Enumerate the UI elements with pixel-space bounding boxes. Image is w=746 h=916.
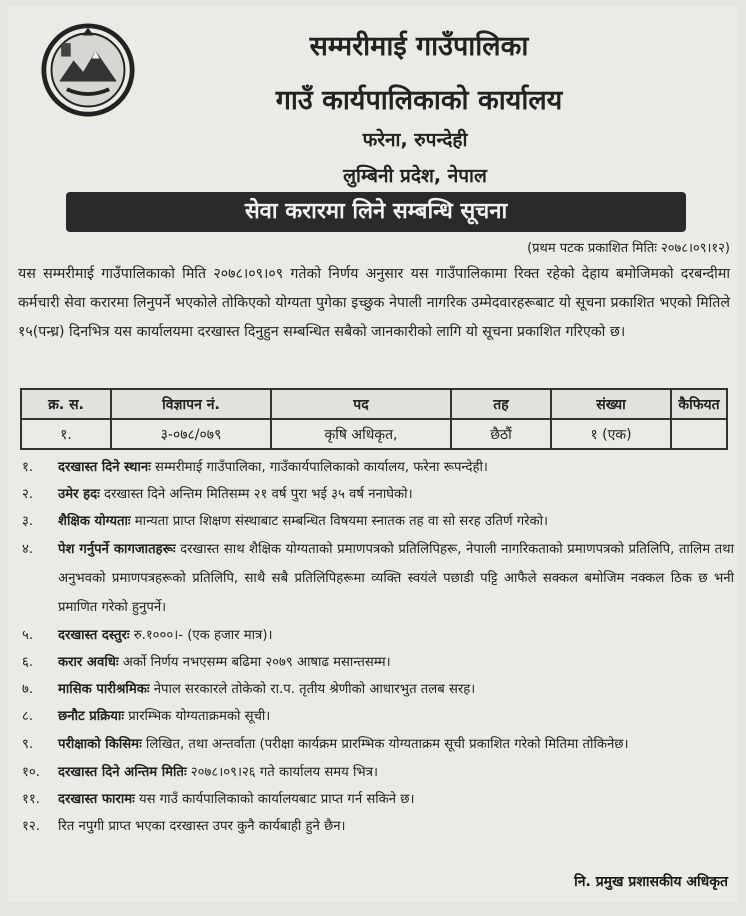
list-item bbox=[8, 730, 734, 759]
item-label: मासिक पारीश्रमिकः bbox=[58, 682, 150, 697]
item-text: लिखित, तथा अन्तर्वाता (परीक्षा कार्यक्रम प्रारम्भिक योग्यताक्रम सूची प्रकाशित गरेको मितिमा तोकिनेछ। bbox=[141, 737, 629, 752]
office-name: गाउँ कार्यपालिकाको कार्यालय bbox=[275, 85, 563, 116]
item-number: ८. bbox=[22, 709, 34, 724]
list-item bbox=[8, 508, 734, 535]
office-location: फरेना, रुपन्देही bbox=[362, 129, 468, 151]
item-number: ७. bbox=[22, 682, 34, 697]
notice-title: सेवा करारमा लिने सम्बन्धि सूचना bbox=[66, 192, 686, 232]
notice-page bbox=[8, 6, 738, 902]
table-cell: छैठौं bbox=[451, 419, 551, 449]
item-number: १. bbox=[22, 460, 34, 475]
item-text: रु.१०००।- (एक हजार मात्र)। bbox=[129, 628, 273, 643]
item-text: नेपाल सरकारले तोकेको रा.प. तृतीय श्रेणीको आधारभुत तलब सरह। bbox=[149, 682, 476, 697]
item-label: शैक्षिक योग्यताः bbox=[58, 514, 131, 529]
list-item bbox=[8, 813, 734, 840]
item-number: १०. bbox=[22, 765, 40, 780]
list-item bbox=[8, 535, 734, 622]
item-number: ९. bbox=[22, 737, 34, 752]
item-label: दरखास्त फारामः bbox=[58, 792, 135, 807]
list-item bbox=[8, 759, 734, 786]
table-cell: १ (एक) bbox=[551, 419, 671, 449]
list-item bbox=[8, 481, 734, 508]
vacancy-table bbox=[20, 388, 728, 450]
column-header: संख्या bbox=[551, 389, 671, 419]
list-item bbox=[8, 622, 734, 649]
item-text: दरखास्त दिने अन्तिम मितिसम्म २१ वर्ष पुरा भई ३५ वर्ष ननाघेको। bbox=[99, 487, 413, 502]
item-label: पेश गर्नुपर्ने कागजातहरूः bbox=[58, 542, 176, 557]
item-number: १२. bbox=[22, 819, 40, 834]
item-text: सम्मरीमाई गाउँपालिका, गाउँकार्यपालिकाको कार्यालय, फरेना रूपन्देही। bbox=[150, 460, 488, 475]
item-text: दरखास्त साथ शैक्षिक योग्यताको प्रमाणपत्रको प्रतिलिपिहरू, नेपाली नागरिकताको प्रमाणपत्रको प्रतिलिपि, तालिम तथा अनुभवको प्रमाणपत्रहरूको प्रतिलिपि, साथै सबै प्रतिलिपिहरूमा व्यक्ति स्वयंले पछाडी पट्टि आफैले सक्कल बमोजिम नक्कल ठिक छ भनी प्रमाणित गरेको हुनुपर्ने। bbox=[58, 542, 734, 615]
item-label: दरखास्त दस्तुरः bbox=[58, 628, 130, 643]
item-label: दरखास्त दिने अन्तिम मितिः bbox=[58, 765, 187, 780]
list-item bbox=[8, 649, 734, 676]
table-cell: ३-०७८/०७९ bbox=[111, 419, 271, 449]
item-text: मान्यता प्राप्त शिक्षण संस्थाबाट सम्बन्धित विषयमा स्नातक तह वा सो सरह उतिर्ण गरेको। bbox=[130, 514, 549, 529]
item-label: छनौट प्रक्रियाः bbox=[58, 709, 124, 724]
intro-paragraph: यस सम्मरीमाई गाउँपालिकाको मिति २०७८।०९।०९ गतेको निर्णय अनुसार यस गाउँपालिकामा रिक्त रहेको देहाय बमोजिमको दरबन्दीमा कर्मचारी सेवा करारमा लिनुपर्ने भएकोले तोकिएको योग्यता पुगेका इच्छुक नेपाली नागरिक उम्मेदवारहरूबाट यो सूचना प्रकाशित भएको मितिले १५(पन्ध्र) दिनभित्र यस कार्यालयमा दरखास्त दिनुहुन सम्बन्धित सबैको जानकारीको लागि यो सूचना प्रकाशित गरिएको छ। bbox=[18, 266, 730, 340]
table-cell: १. bbox=[21, 419, 111, 449]
column-header: पद bbox=[271, 389, 451, 419]
list-item bbox=[8, 786, 734, 813]
item-text: प्रारम्भिक योग्यताक्रमको सूची। bbox=[124, 709, 271, 724]
table-cell: कृषि अधिकृत, bbox=[271, 419, 451, 449]
list-item bbox=[8, 676, 734, 703]
item-number: ११. bbox=[22, 792, 40, 807]
item-label: करार अवधिः bbox=[58, 655, 119, 670]
column-header: कैफियत bbox=[671, 389, 727, 419]
item-number: ६. bbox=[22, 655, 34, 670]
published-date: (प्रथम पटक प्रकाशित मितिः २०७८।०९।१२) bbox=[527, 241, 730, 256]
province-location: लुम्बिनी प्रदेश, नेपाल bbox=[343, 165, 487, 187]
list-item bbox=[8, 454, 734, 481]
item-text: २०७८।०९।२६ गते कार्यालय समय भित्र। bbox=[186, 765, 378, 780]
column-header: तह bbox=[451, 389, 551, 419]
municipality-name: सम्मरीमाई गाउँपालिका bbox=[309, 31, 529, 62]
item-text: अर्को निर्णय नभएसम्म बढिमा २०७९ आषाढ मसान्तसम्म। bbox=[118, 655, 391, 670]
item-number: ४. bbox=[22, 542, 34, 557]
item-number: ५. bbox=[22, 628, 34, 643]
table-header-row bbox=[21, 389, 727, 419]
list-item bbox=[8, 703, 734, 730]
item-number: २. bbox=[22, 487, 34, 502]
column-header: विज्ञापन नं. bbox=[111, 389, 271, 419]
column-header: क्र. स. bbox=[21, 389, 111, 419]
table-row bbox=[21, 419, 727, 449]
item-number: ३. bbox=[22, 514, 34, 529]
item-label: उमेर हदः bbox=[58, 487, 100, 502]
item-text: यस गाउँ कार्यपालिकाको कार्यालयबाट प्राप्त गर्न सकिने छ। bbox=[134, 792, 415, 807]
signatory-title: नि. प्रमुख प्रशासकीय अधिकृत bbox=[574, 874, 728, 890]
conditions-list bbox=[8, 454, 734, 840]
table-cell bbox=[671, 419, 727, 449]
item-text: रित नपुगी प्राप्त भएका दरखास्त उपर कुनै कार्यबाही हुने छैन। bbox=[58, 819, 346, 834]
item-label: परीक्षाको किसिमः bbox=[58, 737, 142, 752]
item-label: दरखास्त दिने स्थानः bbox=[58, 460, 151, 475]
